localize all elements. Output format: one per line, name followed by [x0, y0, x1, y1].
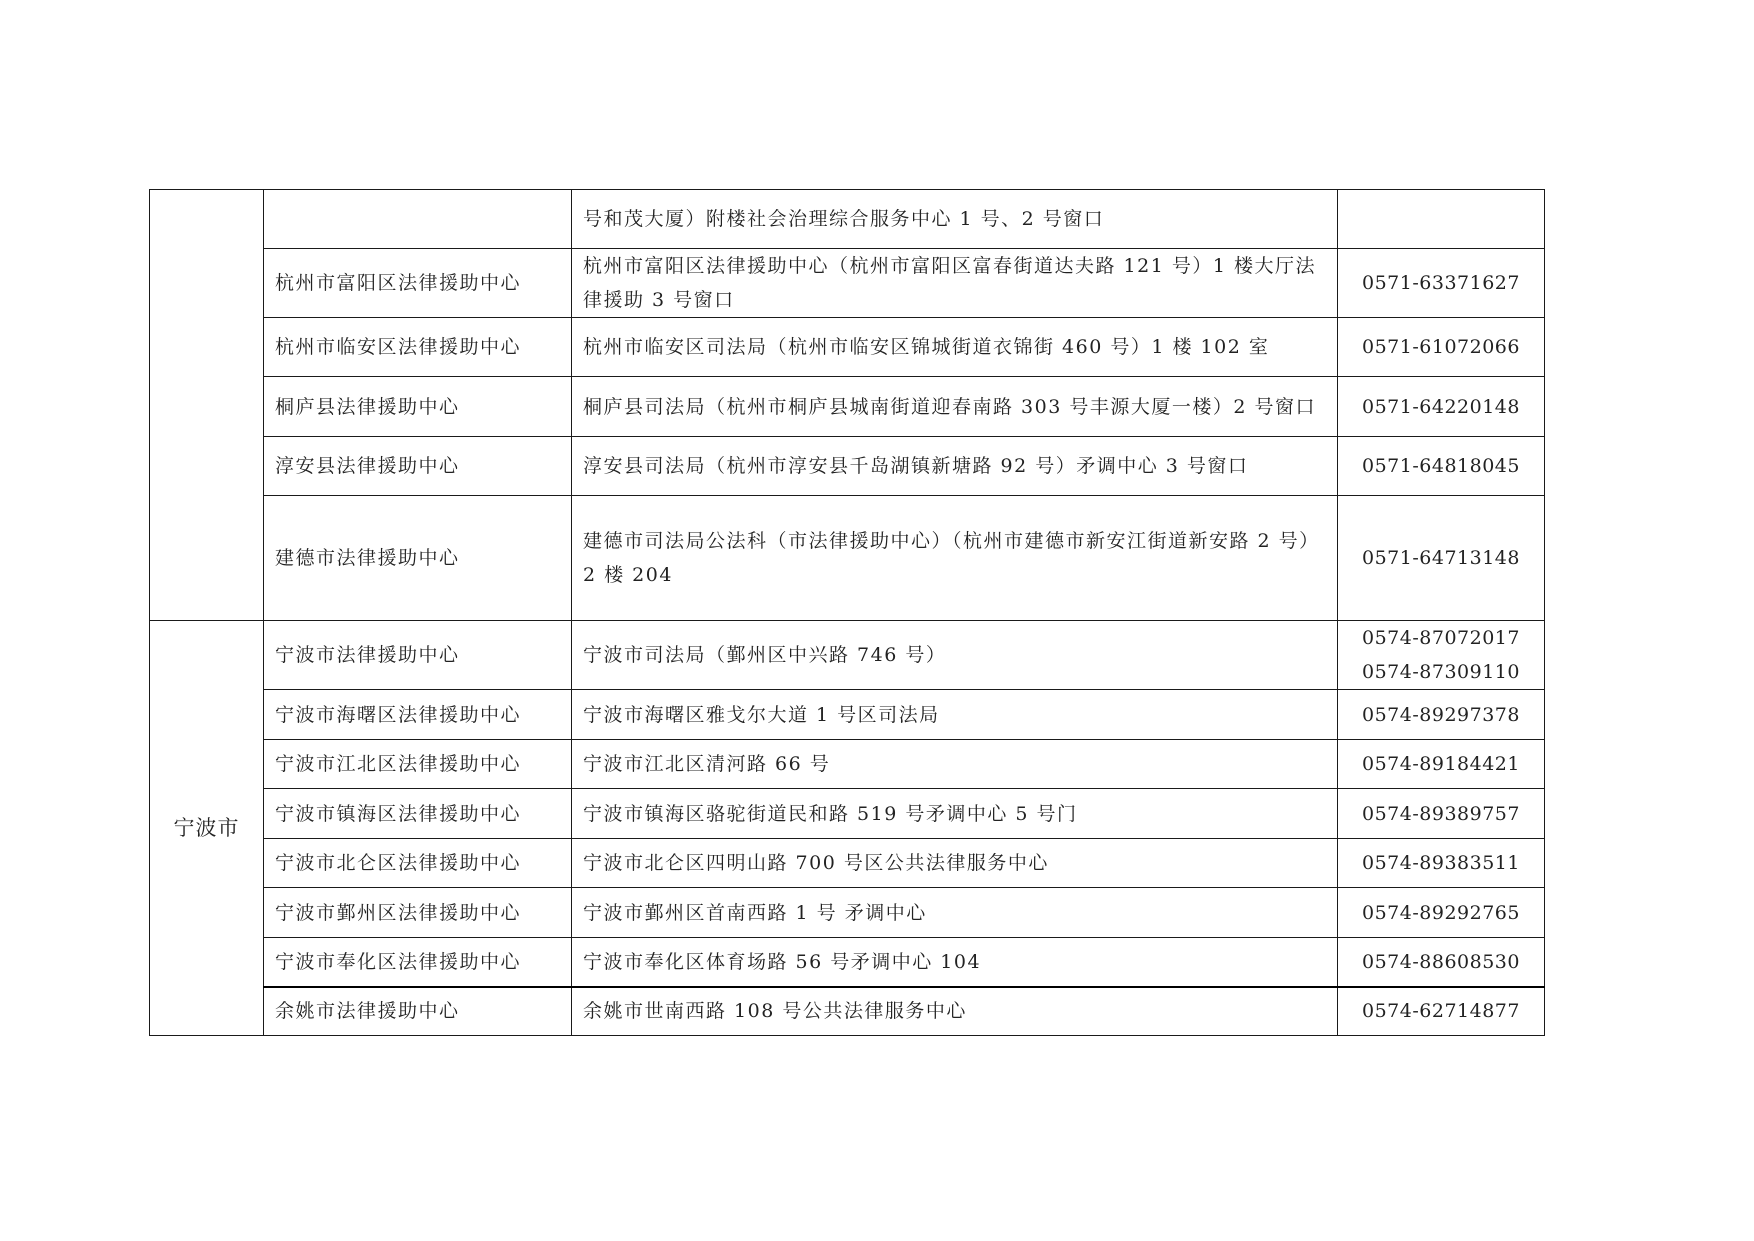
phone-cell: [1338, 740, 1545, 789]
institution-address: 宁波市镇海区骆驼街道民和路 519 号矛调中心 5 号门: [572, 789, 1338, 839]
institution-address: 余姚市世南西路 108 号公共法律服务中心: [572, 987, 1338, 1036]
phone-number: 0571-64220148: [1362, 395, 1520, 418]
table-row: [150, 740, 1545, 789]
table-row: [150, 496, 1545, 621]
institution-name: 宁波市鄞州区法律援助中心: [264, 888, 572, 938]
phone-cell: [1338, 190, 1545, 249]
table-row: [150, 621, 1545, 690]
phone-cell: [1338, 938, 1545, 987]
phone-number: 0574-89383511: [1362, 852, 1520, 874]
institution-address: 建德市司法局公法科（市法律援助中心）（杭州市建德市新安江街道新安路 2 号）2 楼 204: [572, 496, 1338, 621]
institution-address: 淳安县司法局（杭州市淳安县千岛湖镇新塘路 92 号）矛调中心 3 号窗口: [572, 437, 1338, 496]
table-row: [150, 888, 1545, 938]
institution-address: 杭州市富阳区法律援助中心（杭州市富阳区富春街道达夫路 121 号）1 楼大厅法律援助 3 号窗口: [572, 249, 1338, 318]
phone-cell: [1338, 888, 1545, 938]
phone-cell: [1338, 789, 1545, 839]
institution-address: 号和茂大厦）附楼社会治理综合服务中心 1 号、2 号窗口: [572, 190, 1338, 249]
table-row: [150, 938, 1545, 987]
legal-aid-table: [149, 189, 1545, 1036]
phone-number: 0574-62714877: [1362, 1000, 1520, 1023]
institution-address: 宁波市海曙区雅戈尔大道 1 号区司法局: [572, 690, 1338, 740]
table-row: [150, 318, 1545, 377]
phone-cell: [1338, 249, 1545, 318]
institution-name: 宁波市海曙区法律援助中心: [264, 690, 572, 740]
institution-name: 建德市法律援助中心: [264, 496, 572, 621]
institution-name: 杭州市临安区法律援助中心: [264, 318, 572, 377]
phone-number: 0574-88608530: [1362, 950, 1520, 973]
phone-cell: [1338, 318, 1545, 377]
city-cell: 宁波市: [150, 621, 264, 1036]
institution-name: 宁波市北仑区法律援助中心: [264, 839, 572, 888]
institution-address: 宁波市北仑区四明山路 700 号区公共法律服务中心: [572, 839, 1338, 888]
table-row: [150, 377, 1545, 437]
institution-name: 宁波市奉化区法律援助中心: [264, 938, 572, 987]
institution-name: 桐庐县法律援助中心: [264, 377, 572, 437]
institution-name: [264, 190, 572, 249]
phone-cell: [1338, 377, 1545, 437]
phone-number: 0571-61072066: [1362, 336, 1520, 358]
institution-name: 淳安县法律援助中心: [264, 437, 572, 496]
phone-number: 0571-63371627: [1362, 272, 1520, 294]
institution-name: 宁波市江北区法律援助中心: [264, 740, 572, 789]
institution-address: 桐庐县司法局（杭州市桐庐县城南街道迎春南路 303 号丰源大厦一楼）2 号窗口: [572, 377, 1338, 437]
phone-cell: [1338, 496, 1545, 621]
institution-address: 宁波市鄞州区首南西路 1 号 矛调中心: [572, 888, 1338, 938]
institution-name: 宁波市镇海区法律援助中心: [264, 789, 572, 839]
phone-number: 0571-64713148: [1362, 547, 1520, 569]
institution-address: 宁波市奉化区体育场路 56 号矛调中心 104: [572, 938, 1338, 987]
table-row: [150, 987, 1545, 1036]
phone-number: 0574-89389757: [1362, 802, 1520, 825]
phone-number: 0574-89297378: [1362, 703, 1520, 726]
table-row: [150, 437, 1545, 496]
phone-number: 0574-89184421: [1362, 753, 1520, 775]
institution-address: 杭州市临安区司法局（杭州市临安区锦城街道衣锦街 460 号）1 楼 102 室: [572, 318, 1338, 377]
phone-number: 0571-64818045: [1362, 455, 1520, 477]
phone-number: 0574-89292765: [1362, 901, 1520, 924]
phone-cell: [1338, 437, 1545, 496]
institution-name: 余姚市法律援助中心: [264, 987, 572, 1036]
phone-cell: [1338, 839, 1545, 888]
institution-name: 宁波市法律援助中心: [264, 621, 572, 690]
city-cell: [150, 190, 264, 621]
table-row: [150, 190, 1545, 249]
institution-address: 宁波市司法局（鄞州区中兴路 746 号）: [572, 621, 1338, 690]
table-row: [150, 789, 1545, 839]
institution-name: 杭州市富阳区法律援助中心: [264, 249, 572, 318]
table-row: [150, 690, 1545, 740]
phone-cell: [1338, 690, 1545, 740]
table-row: [150, 249, 1545, 318]
phone-cell: [1338, 621, 1545, 690]
phone-number: 0574-87309110: [1362, 661, 1520, 683]
phone-number: 0574-87072017: [1362, 627, 1520, 649]
institution-address: 宁波市江北区清河路 66 号: [572, 740, 1338, 789]
table-row: [150, 839, 1545, 888]
phone-cell: [1338, 987, 1545, 1036]
